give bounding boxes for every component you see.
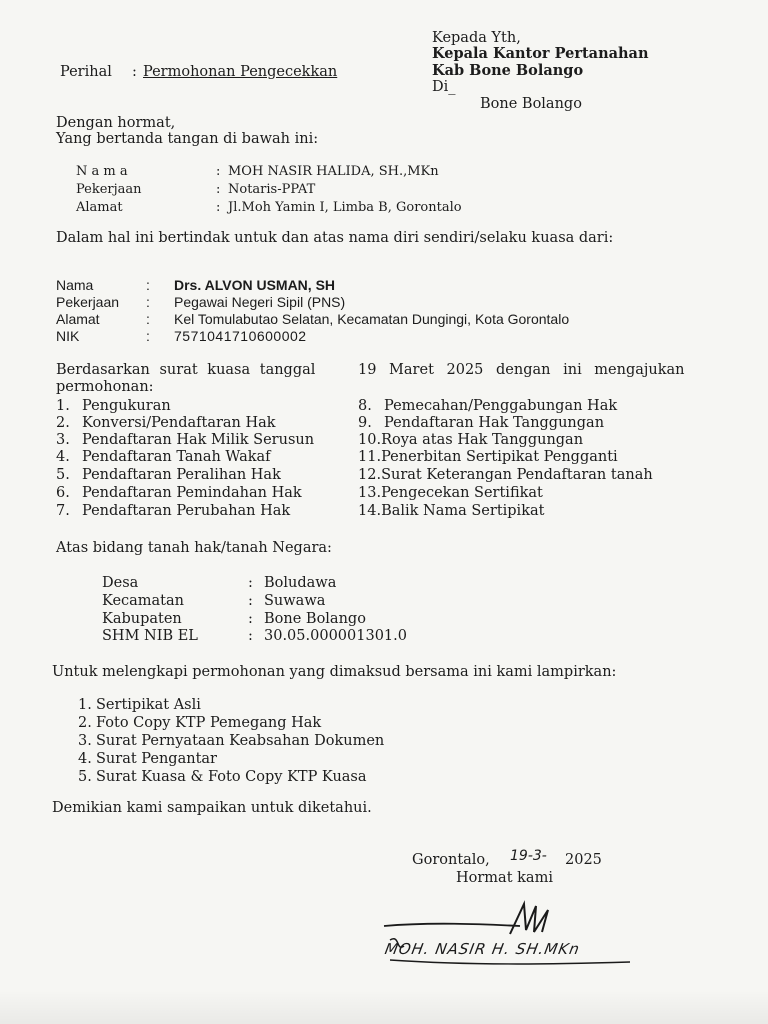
land-village-value: Boludawa: [264, 575, 337, 591]
land-colon: :: [248, 575, 253, 591]
recipient-line-3: Kab Bone Bolango: [432, 62, 584, 79]
recipient-line-5: Bone Bolango: [480, 96, 582, 112]
applicant-name-value: MOH NASIR HALIDA, SH.,MKn: [228, 164, 439, 179]
subject-colon: :: [132, 64, 137, 80]
applicant-address-value: Jl.Moh Yamin I, Limba B, Gorontalo: [228, 200, 462, 215]
subject-value: Permohonan Pengecekkan: [143, 64, 338, 80]
greeting: Dengan hormat,: [56, 115, 176, 131]
principal-nik-value: 7571041710600002: [174, 328, 307, 344]
acting-statement: Dalam hal ini bertindak untuk dan atas nama diri sendiri/selaku kuasa dari:: [56, 230, 614, 246]
applicant-colon: :: [216, 164, 221, 179]
applicant-job-label: Pekerjaan: [76, 182, 142, 197]
list-item: 6. Pendaftaran Pemindahan Hak: [56, 485, 302, 501]
list-item: 1. Sertipikat Asli: [78, 697, 201, 713]
subject-label: Perihal: [60, 64, 112, 80]
list-item: 8. Pemecahan/Penggabungan Hak: [358, 398, 618, 414]
intro-text: Yang bertanda tangan di bawah ini:: [56, 131, 319, 147]
list-item: 14.Balik Nama Sertipikat: [358, 503, 545, 519]
land-district-label: Kecamatan: [102, 593, 184, 609]
principal-name-label: Nama: [56, 277, 94, 293]
list-item: 13.Pengecekan Sertifikat: [358, 485, 543, 501]
land-cert-label: SHM NIB EL: [102, 628, 198, 644]
recipient-line-1: Kepada Yth,: [432, 30, 521, 46]
principal-job-value: Pegawai Negeri Sipil (PNS): [174, 294, 346, 310]
list-item: 4. Surat Pengantar: [78, 751, 217, 767]
signature-name-handwritten: MOH. NASIR H. SH.MKn: [383, 940, 582, 958]
page-bottom-shadow: [0, 990, 768, 1024]
applicant-address-label: Alamat: [76, 200, 123, 215]
poa-line-2: permohonan:: [56, 379, 154, 395]
poa-line-1b: 19 Maret 2025 dengan ini mengajukan: [358, 362, 685, 378]
signature-date-handwritten: 19-3-: [510, 848, 547, 864]
principal-colon: :: [146, 277, 150, 293]
list-item: 3. Surat Pernyataan Keabsahan Dokumen: [78, 733, 385, 749]
list-item: 5. Surat Kuasa & Foto Copy KTP Kuasa: [78, 769, 367, 785]
list-item: 1. Pengukuran: [56, 398, 171, 414]
list-item: 9. Pendaftaran Hak Tanggungan: [358, 415, 605, 431]
principal-colon: :: [146, 328, 150, 344]
list-item: 3. Pendaftaran Hak Milik Serusun: [56, 432, 315, 448]
list-item: 2. Konversi/Pendaftaran Hak: [56, 415, 276, 431]
list-item: 12.Surat Keterangan Pendaftaran tanah: [358, 467, 653, 483]
land-colon: :: [248, 611, 253, 627]
attach-intro: Untuk melengkapi permohonan yang dimaksud bersama ini kami lampirkan:: [52, 664, 617, 680]
list-item: 11.Penerbitan Sertipikat Pengganti: [358, 449, 618, 465]
land-village-label: Desa: [102, 575, 139, 591]
closing-text: Demikian kami sampaikan untuk diketahui.: [52, 800, 372, 816]
land-colon: :: [248, 628, 253, 644]
principal-job-label: Pekerjaan: [56, 294, 120, 310]
land-regency-label: Kabupaten: [102, 611, 182, 627]
signature-year: 2025: [565, 852, 602, 868]
land-regency-value: Bone Bolango: [264, 611, 366, 627]
list-item: 4. Pendaftaran Tanah Wakaf: [56, 449, 271, 465]
principal-colon: :: [146, 294, 150, 310]
principal-address-value: Kel Tomulabutao Selatan, Kecamatan Dungingi, Kota Gorontalo: [174, 311, 570, 327]
principal-name-value: Drs. ALVON USMAN, SH: [174, 277, 336, 293]
land-colon: :: [248, 593, 253, 609]
list-item: 10.Roya atas Hak Tanggungan: [358, 432, 584, 448]
applicant-colon: :: [216, 182, 221, 197]
signature-regards: Hormat kami: [456, 870, 553, 886]
list-item: 7. Pendaftaran Perubahan Hak: [56, 503, 291, 519]
applicant-job-value: Notaris-PPAT: [228, 182, 316, 197]
applicant-colon: :: [216, 200, 221, 215]
list-item: 5. Pendaftaran Peralihan Hak: [56, 467, 281, 483]
recipient-line-2: Kepala Kantor Pertanahan: [432, 45, 649, 62]
land-cert-value: 30.05.000001301.0: [264, 628, 407, 644]
principal-address-label: Alamat: [56, 311, 100, 327]
recipient-line-4: Di_: [432, 79, 456, 95]
signature-place: Gorontalo,: [412, 852, 490, 868]
principal-nik-label: NIK: [56, 328, 80, 344]
land-district-value: Suwawa: [264, 593, 326, 609]
principal-colon: :: [146, 311, 150, 327]
list-item: 2. Foto Copy KTP Pemegang Hak: [78, 715, 322, 731]
poa-line-1a: Berdasarkan surat kuasa tanggal: [56, 362, 316, 378]
applicant-name-label: N a m a: [76, 164, 128, 179]
land-intro: Atas bidang tanah hak/tanah Negara:: [56, 540, 332, 556]
